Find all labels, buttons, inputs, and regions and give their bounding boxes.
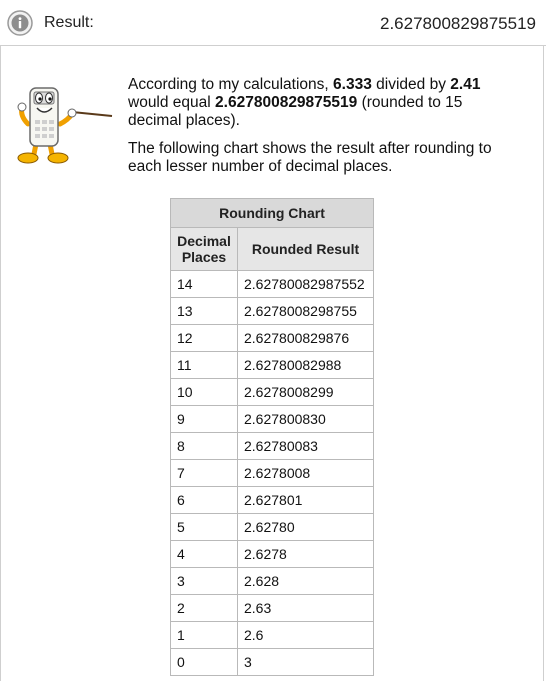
decimal-places-cell: 1 (171, 622, 238, 649)
table-row (171, 325, 374, 352)
table-row (171, 487, 374, 514)
rounded-result-cell: 3 (238, 649, 374, 676)
table-row (171, 433, 374, 460)
rounded-result-cell: 2.62780082988 (238, 352, 374, 379)
rounded-result-cell: 2.62780082987552 (238, 271, 374, 298)
table-row (171, 514, 374, 541)
rounded-result-cell: 2.627800830 (238, 406, 374, 433)
explanation-text (128, 76, 518, 176)
decimal-places-cell: 0 (171, 649, 238, 676)
table-row (171, 649, 374, 676)
col-header-rounded-result: Rounded Result (238, 228, 374, 271)
rounded-result-cell: 2.6278008 (238, 460, 374, 487)
table-row (171, 298, 374, 325)
table-row (171, 460, 374, 487)
decimal-places-cell: 13 (171, 298, 238, 325)
col-header-decimal-places: Decimal Places (171, 228, 238, 271)
rounding-chart (170, 198, 374, 676)
decimal-places-cell: 9 (171, 406, 238, 433)
chart-title: Rounding Chart (171, 199, 374, 228)
rounded-result-cell: 2.6 (238, 622, 374, 649)
rounded-result-cell: 2.628 (238, 568, 374, 595)
chart-description: The following chart shows the result after rounding to each lesser number of decimal places. (128, 140, 492, 175)
quotient-value: 2.627800829875519 (215, 94, 358, 111)
rounded-result-cell: 2.6278008298755 (238, 298, 374, 325)
result-value: 2.627800829875519 (380, 14, 536, 33)
table-row (171, 622, 374, 649)
result-header (0, 0, 546, 46)
info-icon (7, 10, 33, 36)
table-row (171, 541, 374, 568)
chart-body (171, 271, 374, 676)
calculator-mascot-icon (14, 74, 114, 166)
decimal-places-cell: 12 (171, 325, 238, 352)
decimal-places-cell: 11 (171, 352, 238, 379)
rounded-result-cell: 2.6278008299 (238, 379, 374, 406)
decimal-places-cell: 6 (171, 487, 238, 514)
table-row (171, 406, 374, 433)
decimal-places-cell: 7 (171, 460, 238, 487)
table-row (171, 568, 374, 595)
decimal-places-cell: 14 (171, 271, 238, 298)
decimal-places-cell: 10 (171, 379, 238, 406)
rounded-result-cell: 2.62780083 (238, 433, 374, 460)
rounded-result-cell: 2.62780 (238, 514, 374, 541)
table-row (171, 379, 374, 406)
decimal-places-cell: 3 (171, 568, 238, 595)
rounded-result-cell: 2.63 (238, 595, 374, 622)
dividend-value: 6.333 (333, 76, 372, 93)
table-row (171, 271, 374, 298)
table-row (171, 595, 374, 622)
table-row (171, 352, 374, 379)
rounded-result-cell: 2.627801 (238, 487, 374, 514)
calculation-sentence: According to my calculations, 6.333 divided by 2.41 would equal 2.627800829875519 (rounded to 15 decimal places). (128, 76, 481, 129)
divisor-value: 2.41 (450, 76, 481, 93)
rounded-result-cell: 2.6278 (238, 541, 374, 568)
decimal-places-cell: 2 (171, 595, 238, 622)
rounded-result-cell: 2.627800829876 (238, 325, 374, 352)
decimal-places-cell: 4 (171, 541, 238, 568)
decimal-places-cell: 5 (171, 514, 238, 541)
result-label: Result: (44, 14, 94, 31)
decimal-places-cell: 8 (171, 433, 238, 460)
